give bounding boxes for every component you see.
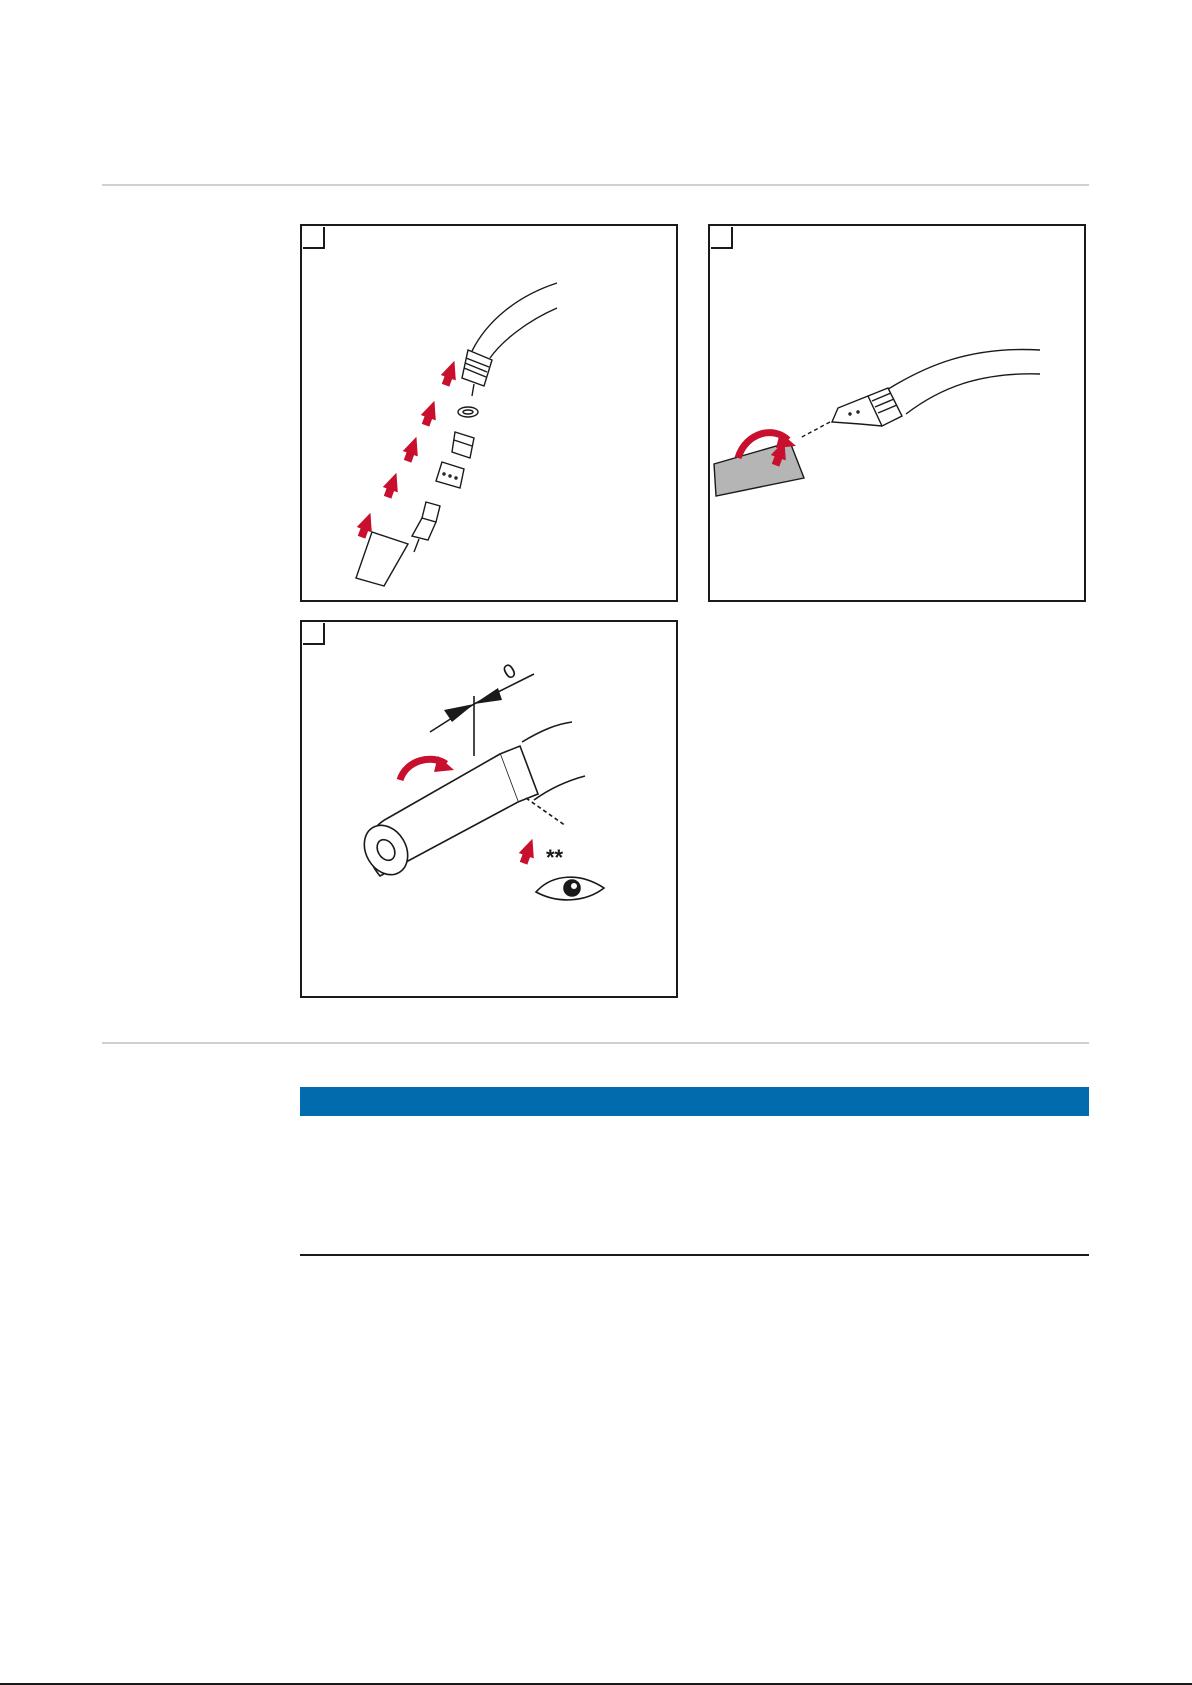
step-number-box	[303, 227, 325, 249]
nozzle-fitting-illustration	[710, 226, 1084, 600]
inspection-mark: **	[546, 845, 564, 870]
section-divider-top	[102, 184, 1089, 186]
figure-disassembly	[300, 224, 678, 602]
note-header-band	[300, 1087, 1089, 1116]
eye-icon	[536, 877, 604, 900]
dimension-label: 0	[499, 659, 521, 685]
figure-gap-check	[300, 620, 678, 998]
step-number-box	[303, 623, 325, 645]
gap-check-illustration	[302, 622, 676, 996]
step-number-box	[711, 227, 733, 249]
figure-nozzle-fitting	[708, 224, 1086, 602]
note-end-rule	[300, 1254, 1089, 1256]
section-divider-bottom	[102, 1042, 1089, 1044]
note-body	[300, 1116, 1089, 1254]
exploded-torch-illustration	[302, 226, 676, 600]
